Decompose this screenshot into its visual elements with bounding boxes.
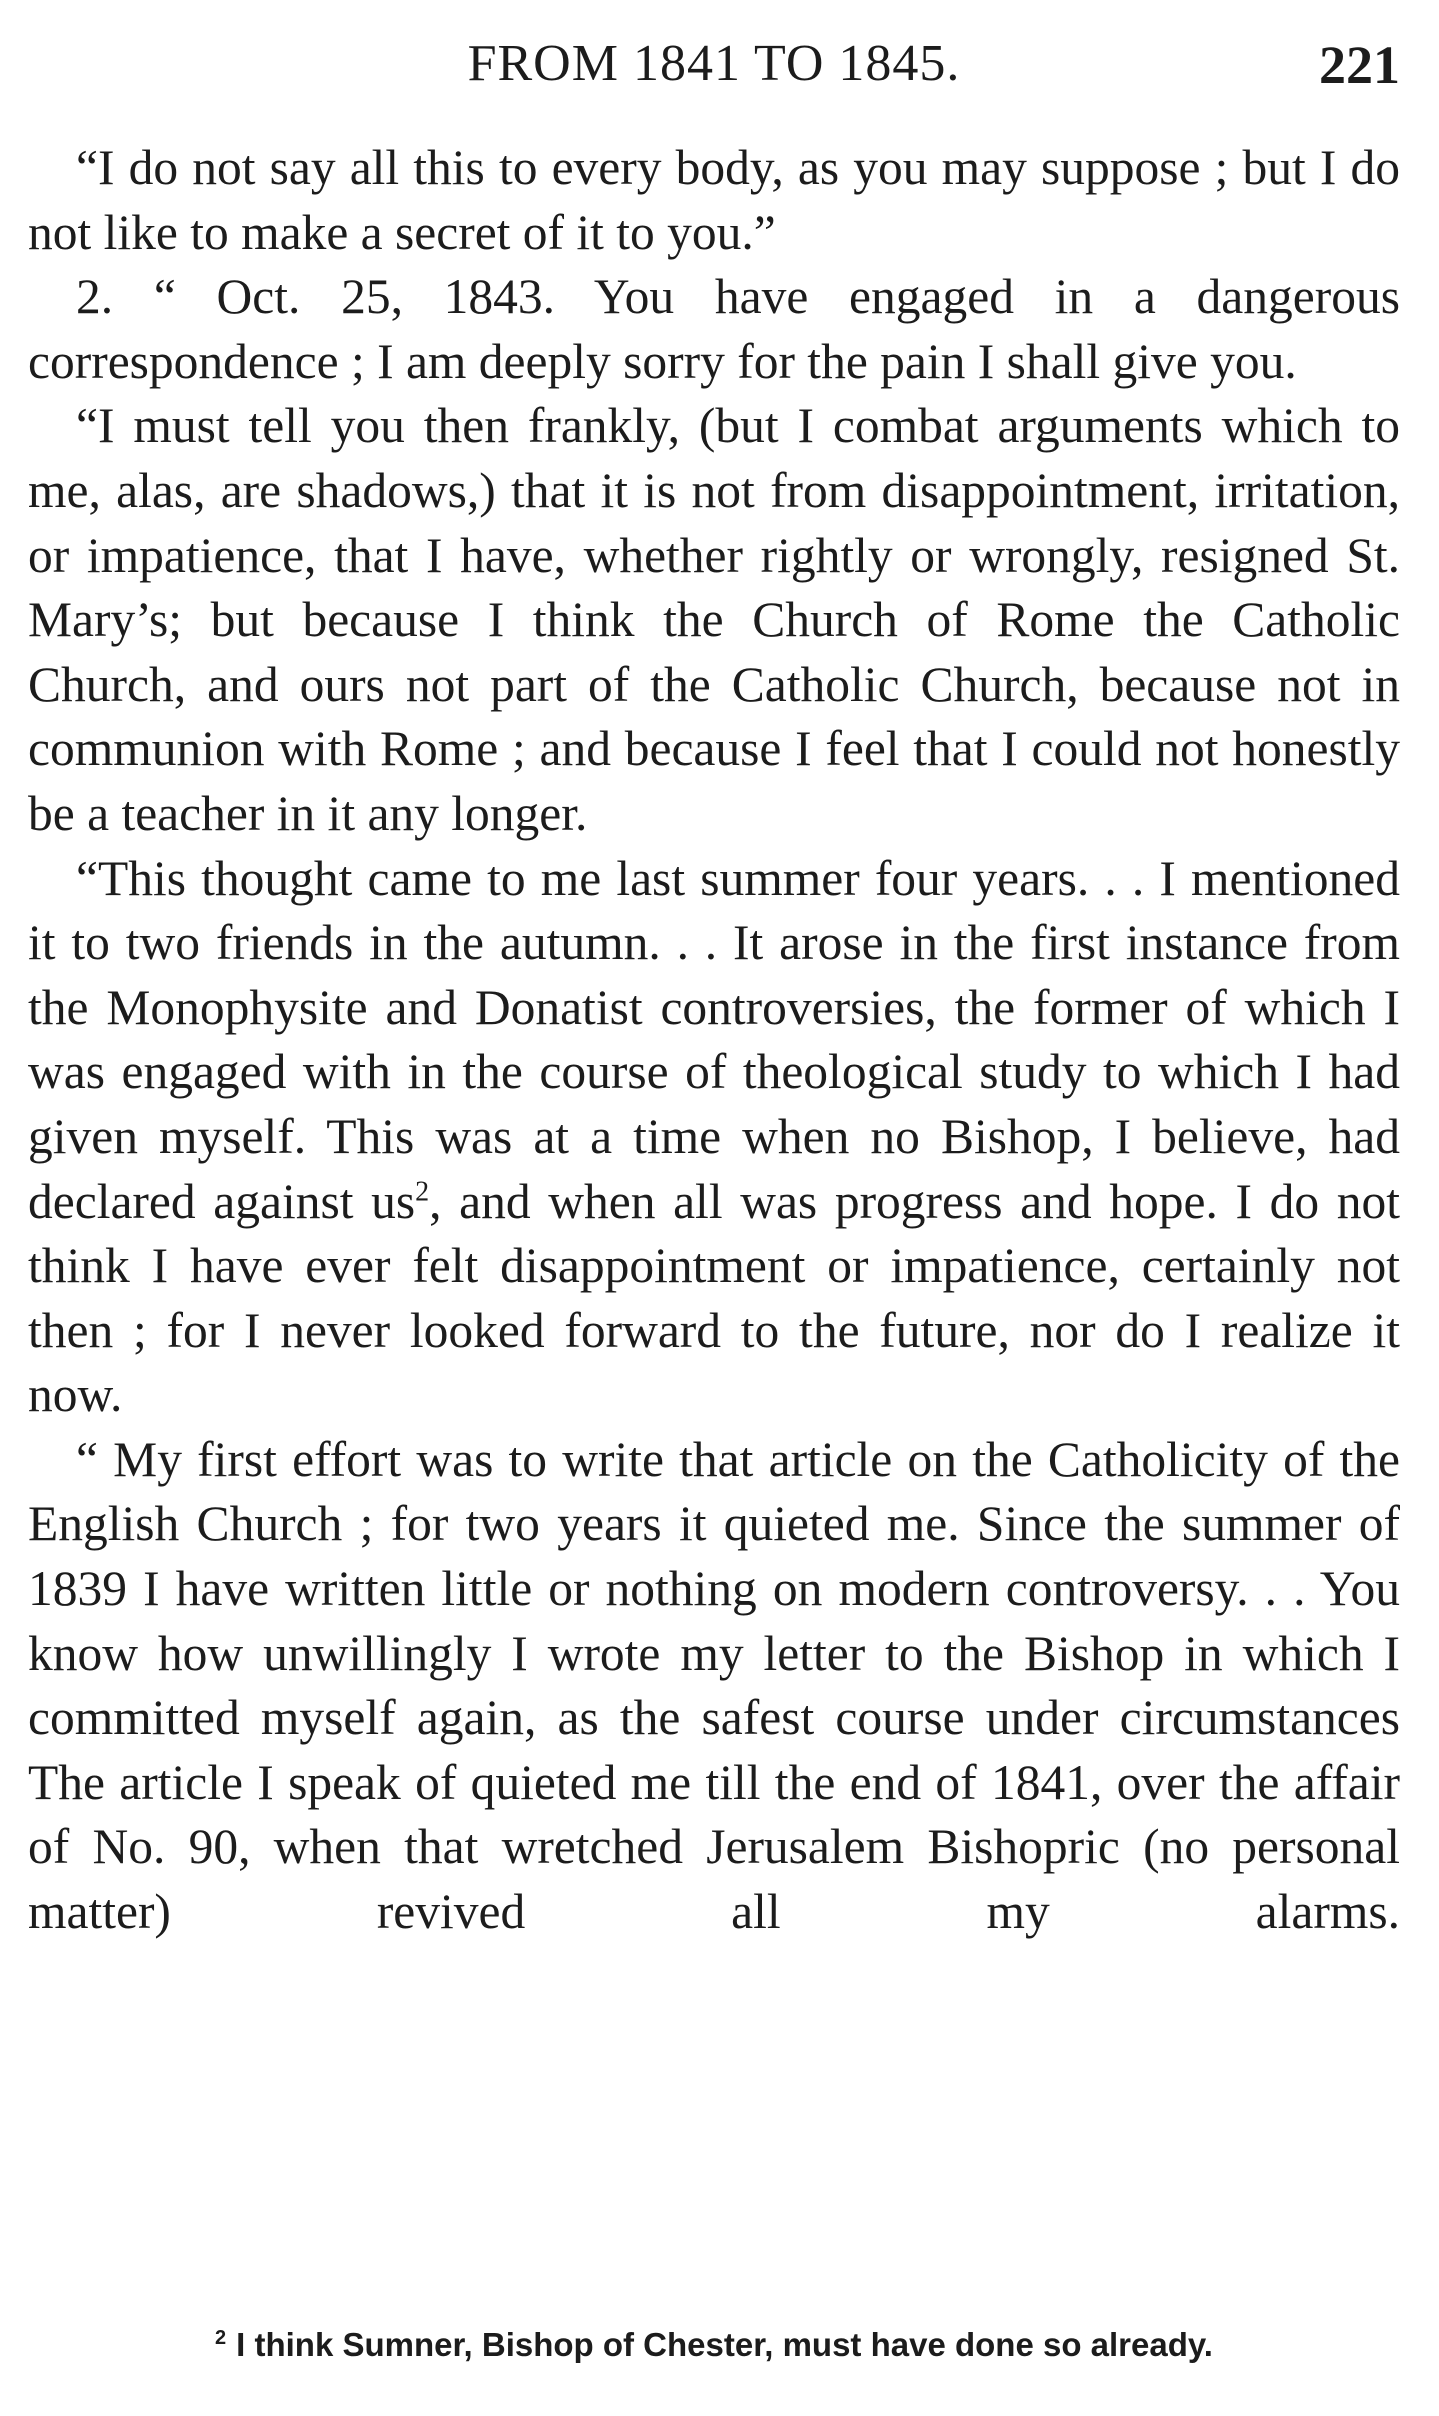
body-text [28, 136, 1400, 1945]
paragraph-5 [28, 1428, 1400, 1945]
footnote-text: I think Sumner, Bishop of Chester, must have done so already. [236, 2326, 1213, 2363]
paragraph-2 [28, 265, 1400, 394]
paragraph-text: 2. “ Oct. 25, 1843. You have engaged in a dangerous correspondence ; I am deeply sorry for the pain I shall give you. [28, 269, 1400, 389]
paragraph-3 [28, 394, 1400, 846]
paragraph-4 [28, 847, 1400, 1428]
paragraph-text: , and when all was progress and hope. I do not think I have ever felt disappointment or impatience, certainly not then ; for I never looked forward to the future, nor do I realize it now. [28, 1173, 1401, 1423]
paragraph-text: “I must tell you then frankly, (but I combat arguments which to me, alas, are shadows,) that it is not from disappointment, irritation, or impatience, that I have, whether rightly or wrongly, resigned St. Mary’s; but because I think the Church of Rome the Catholic Church, and ours not part of the Catholic Church, because not in communion with Rome ; and because I feel that I could not honestly be a teacher in it any longer. [28, 398, 1400, 841]
paragraph-1 [28, 136, 1400, 265]
footnote-reference: 2 [415, 1176, 430, 1207]
running-title: FROM 1841 TO 1845. [467, 35, 961, 92]
page-number: 221 [1319, 35, 1400, 95]
paragraph-text: “This thought came to me last summer four years. . . I mentioned it to two friends in the autumn. . . It arose in the first instance from the Monophysite and Donatist controversies, the former of which I was engaged with in the course of theological study to which I had given myself. This was at a time when no Bishop, I believe, had declared against us [28, 850, 1400, 1229]
paragraph-text: “I do not say all this to every body, as you may suppose ; but I do not like to make a secret of it to you.” [28, 140, 1400, 260]
paragraph-text: “ My first effort was to write that article on the Catholicity of the English Church ; for two years it quieted me. Since the summer of 1839 I have written little or nothing on modern controversy. . . You know how unwillingly I wrote my letter to the Bishop in which I committed myself again, as the safest course under circumstances The article I speak of quieted me till the end of 1841, over the affair of No. 90, when that wretched Jerusalem Bishopric (no personal matter) revived all my alarms. [28, 1431, 1400, 1940]
book-page [28, 0, 1400, 2416]
footnote-mark: 2 [215, 2327, 227, 2349]
running-head [28, 34, 1400, 104]
footnote [28, 2325, 1400, 2365]
